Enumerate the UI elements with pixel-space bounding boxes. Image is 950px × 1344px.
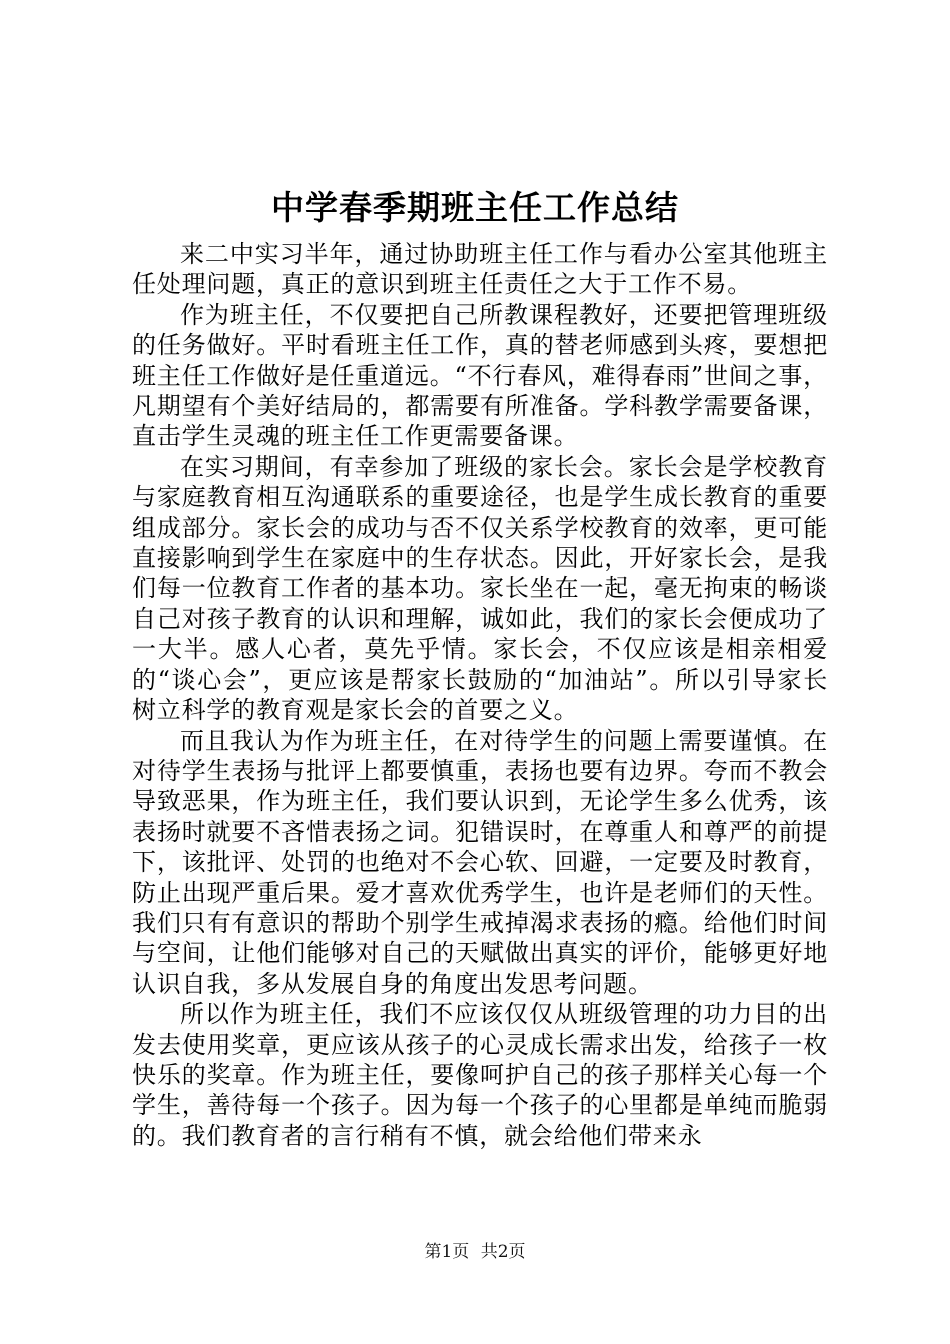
paragraph-4: 而且我认为作为班主任，在对待学生的问题上需要谨慎。在对待学生表扬与批评上都要慎重，表扬也要有边界。夸而不教会导致恶果，作为班主任，我们要认识到，无论学生多么优秀，该表扬时就要不吝惜表扬之词。犯错误时，在尊重人和尊严的前提下，该批评、处罚的也绝对不会心软、回避，一定要及时教育，防止出现严重后果。爱才喜欢优秀学生，也许是老师们的天性。我们只有有意识的帮助个别学生戒掉渴求表扬的瘾。给他们时间与空间，让他们能够对自己的天赋做出真实的评价，能够更好地认识自我，多从发展自身的角度出发思考问题。 [132, 726, 828, 998]
document-body [132, 239, 828, 1151]
document-title: 中学春季期班主任工作总结 [271, 188, 679, 227]
page-total: 共2页 [480, 1242, 526, 1262]
paragraph-3: 在实习期间，有幸参加了班级的家长会。家长会是学校教育与家庭教育相互沟通联系的重要途径，也是学生成长教育的重要组成部分。家长会的成功与否不仅关系学校教育的效率，更可能直接影响到学生在家庭中的生存状态。因此，开好家长会，是我们每一位教育工作者的基本功。家长坐在一起，毫无拘束的畅谈自己对孩子教育的认识和理解，诚如此，我们的家长会便成功了一大半。感人心者，莫先乎情。家长会，不仅应该是相亲相爱的“谈心会”，更应该是帮家长鼓励的“加油站”。所以引导家长树立科学的教育观是家长会的首要之义。 [132, 452, 828, 725]
page-footer [0, 1241, 950, 1263]
paragraph-2: 作为班主任，不仅要把自己所教课程教好，还要把管理班级的任务做好。平时看班主任工作，真的替老师感到头疼，要想把班主任工作做好是任重道远。“不行春风，难得春雨”世间之事，凡期望有个美好结局的，都需要有所准备。学科教学需要备课，直击学生灵魂的班主任工作更需要备课。 [132, 300, 828, 451]
paragraph-1: 来二中实习半年，通过协助班主任工作与看办公室其他班主任处理问题，真正的意识到班主任责任之大于工作不易。 [132, 240, 828, 299]
page-number: 第1页 [424, 1242, 470, 1262]
paragraph-5: 所以作为班主任，我们不应该仅仅从班级管理的功力目的出发去使用奖章，更应该从孩子的心灵成长需求出发，给孩子一枚快乐的奖章。作为班主任，要像呵护自己的孩子那样关心每一个学生，善待每一个孩子。因为每一个孩子的心里都是单纯而脆弱的。我们教育者的言行稍有不慎，就会给他们带来永 [132, 1000, 828, 1150]
